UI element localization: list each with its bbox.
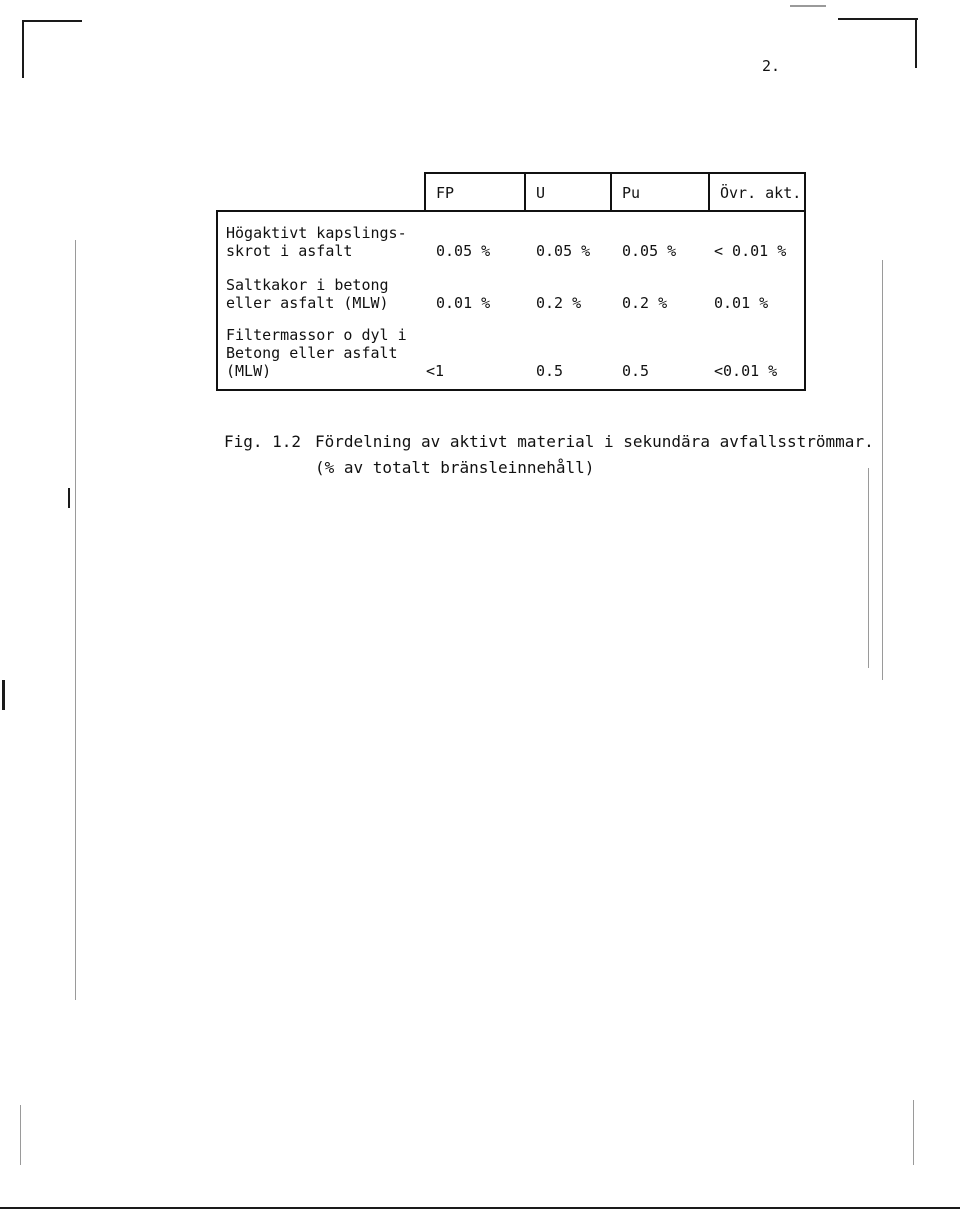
column-header-fp: FP <box>426 174 526 210</box>
row-label: Saltkakor i betong eller asfalt (MLW) <box>226 276 389 312</box>
scan-mark-edge <box>2 680 5 710</box>
cell-pu: 0.5 <box>622 362 650 380</box>
scan-line-bottom-right <box>913 1100 914 1165</box>
page-number: 2. <box>762 57 781 75</box>
cell-fp: 0.01 % <box>436 294 491 312</box>
scan-speck-top <box>790 5 826 7</box>
scan-border-top-left <box>22 20 82 22</box>
cell-fp: 0.05 % <box>436 242 491 260</box>
scan-line-bottom-left <box>20 1105 21 1165</box>
column-header-u: U <box>526 174 612 210</box>
figure-label: Fig. 1.2 <box>224 432 302 451</box>
cell-ovr-akt: < 0.01 % <box>714 242 787 260</box>
scan-line-right-2 <box>882 260 883 680</box>
cell-u: 0.5 <box>536 362 564 380</box>
row-label: Högaktivt kapslings- skrot i asfalt <box>226 224 407 260</box>
distribution-table <box>216 210 806 391</box>
scan-line-left <box>75 240 76 1000</box>
cell-u: 0.2 % <box>536 294 582 312</box>
figure-caption-line-2: (% av totalt bränsleinnehåll) <box>315 458 595 477</box>
scan-border-top-right <box>838 18 918 20</box>
row-label: Filtermassor o dyl i Betong eller asfalt (MLW) <box>226 326 407 380</box>
cell-pu: 0.2 % <box>622 294 668 312</box>
scan-border-bottom <box>0 1207 960 1209</box>
column-header-pu: Pu <box>612 174 710 210</box>
scan-line-right <box>868 468 869 668</box>
figure-caption-line-1: Fördelning av aktivt material i sekundära avfallsströmmar. <box>315 432 874 451</box>
column-header-ovr-akt: Övr. akt. <box>720 184 802 202</box>
cell-u: 0.05 % <box>536 242 591 260</box>
scan-border-left-top <box>22 20 24 78</box>
cell-fp: <1 <box>426 362 445 380</box>
cell-ovr-akt: 0.01 % <box>714 294 769 312</box>
cell-pu: 0.05 % <box>622 242 677 260</box>
scan-border-right-top <box>915 18 917 68</box>
table-header <box>424 172 806 210</box>
cell-ovr-akt: <0.01 % <box>714 362 778 380</box>
scan-mark-left <box>68 488 70 508</box>
